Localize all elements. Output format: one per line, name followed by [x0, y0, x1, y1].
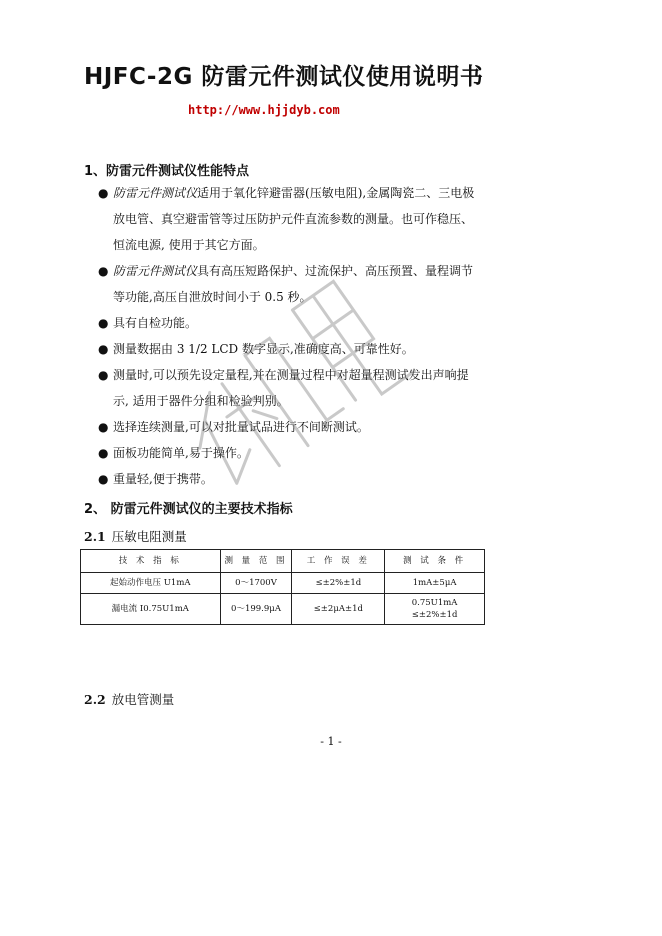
feature-text: 适用于氧化锌避雷器(压敏电阻),金属陶瓷二、三电极放电管、真空避雷管等过压防护元件直流参数的测量。也可作稳压、恒流电源, 使用于其它方面。 — [113, 186, 475, 252]
bullet-icon: ● — [98, 420, 109, 434]
bullet-icon: ● — [98, 186, 109, 200]
feature-text: 测量时,可以预先设定量程,并在测量过程中对超量程测试发出声响提示, 适用于器件分组和检验判别。 — [113, 368, 469, 408]
bullet-icon: ● — [98, 316, 109, 330]
subsection-number: 2.1 — [84, 529, 106, 544]
bullet-icon: ● — [98, 472, 109, 486]
subsection-number: 2.2 — [84, 692, 106, 707]
table-cell: 1mA±5μA — [385, 573, 485, 594]
table-cell-line: 0.75U1mA — [411, 598, 458, 608]
table-row — [81, 594, 485, 625]
table-header-row — [81, 550, 485, 573]
table-header-cell: 测 试 条 件 — [385, 550, 485, 573]
page-number: - 1 - — [320, 735, 342, 748]
table-cell: 0～1700V — [220, 573, 292, 594]
feature-text: 具有自检功能。 — [113, 316, 198, 330]
feature-list — [98, 180, 483, 492]
feature-list-item — [98, 180, 483, 258]
feature-list-item — [98, 440, 483, 466]
bullet-icon: ● — [98, 368, 109, 382]
varistor-spec-table — [80, 549, 485, 625]
website-link[interactable]: http://www.hjjdyb.com — [188, 103, 340, 117]
table-cell: 0～199.9μA — [220, 594, 292, 625]
section-1-heading: 1、防雷元件测试仪性能特点 — [84, 164, 250, 179]
feature-list-item — [98, 258, 483, 310]
subsection-title: 压敏电阻测量 — [111, 529, 187, 544]
feature-text: 测量数据由 3 1/2 LCD 数字显示,准确度高、可靠性好。 — [113, 342, 414, 356]
feature-list-item — [98, 414, 483, 440]
feature-list-item — [98, 310, 483, 336]
feature-list-item — [98, 336, 483, 362]
feature-list-item — [98, 466, 483, 492]
table-header-cell: 测 量 范 围 — [220, 550, 292, 573]
subsection-title: 放电管测量 — [111, 692, 175, 707]
table-row — [81, 573, 485, 594]
bullet-icon: ● — [98, 446, 109, 460]
table-header-cell: 技 术 指 标 — [81, 550, 221, 573]
table-cell: 起始动作电压 U1mA — [81, 573, 221, 594]
table-cell: 漏电流 I0.75U1mA — [81, 594, 221, 625]
subsection-2-1-heading — [84, 527, 187, 545]
bullet-icon: ● — [98, 342, 109, 356]
table-header-cell: 工 作 误 差 — [292, 550, 385, 573]
table-cell-line: ≤±2%±1d — [411, 610, 458, 620]
table-cell: ≤±2μA±1d — [292, 594, 385, 625]
table-cell — [385, 594, 485, 625]
feature-list-item — [98, 362, 483, 414]
product-name-emphasis: 防雷元件测试仪 — [113, 264, 198, 278]
feature-text: 选择连续测量,可以对批量试品进行不间断测试。 — [113, 420, 369, 434]
product-name-emphasis: 防雷元件测试仪 — [113, 186, 198, 200]
section-2-heading: 2、 防雷元件测试仪的主要技术指标 — [84, 502, 293, 517]
bullet-icon: ● — [98, 264, 109, 278]
feature-text: 面板功能简单,易于操作。 — [113, 446, 249, 460]
document-title: HJFC-2G 防雷元件测试仪使用说明书 — [84, 64, 484, 90]
table-cell: ≤±2%±1d — [292, 573, 385, 594]
subsection-2-2-heading — [84, 690, 174, 708]
feature-text: 重量轻,便于携带。 — [113, 472, 213, 486]
feature-text: 具有高压短路保护、过流保护、高压预置、量程调节等功能,高压自泄放时间小于 0.5 秒。 — [113, 264, 474, 304]
